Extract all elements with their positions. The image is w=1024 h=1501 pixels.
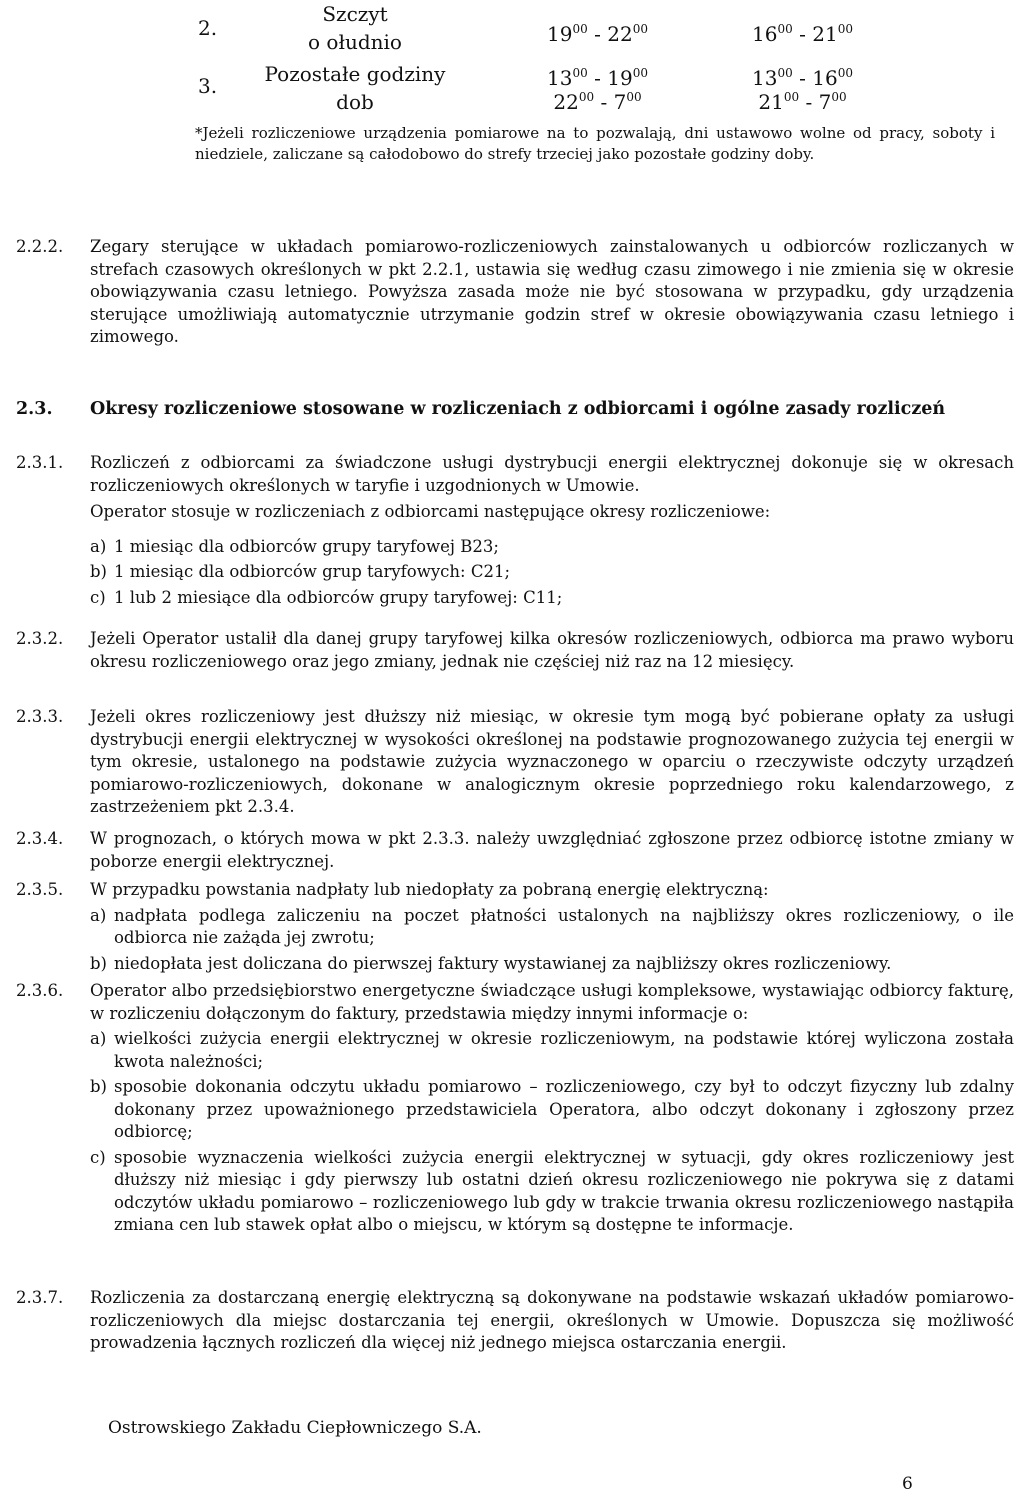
zone-hours-2b: $21^{00} - 7^{00}$: [758, 90, 847, 114]
section-text: Rozliczeń z odbiorcami za świadczone usługi dystrybucji energii elektrycznej dokonuje się w okresach rozliczeniowych określonych w taryfie i uzgodnionych w Umowie.: [90, 453, 1014, 495]
section-heading: Okresy rozliczeniowe stosowane w rozliczeniach z odbiorcami i ogólne zasady rozliczeń: [90, 399, 946, 419]
footer-company: Ostrowskiego Zakładu Ciepłowniczego S.A.: [108, 1418, 482, 1438]
section-number: 2.3.3.: [16, 707, 64, 726]
section-number: 2.3.2.: [16, 629, 64, 648]
section-number: 2.3.1.: [16, 453, 64, 472]
list-item: a) 1 miesiąc dla odbiorców grupy taryfowej B23;: [90, 536, 499, 556]
section-text: Jeżeli Operator ustalił dla danej grupy taryfowej kilka okresów rozliczeniowych, odbiorca ma prawo wyboru okresu rozliczeniowego oraz jego zmiany, jednak nie częściej niż raz na 12 miesięcy.: [90, 629, 1014, 671]
section-number: 2.3.7.: [16, 1288, 64, 1307]
list-item: a) nadpłata podlega zaliczeniu na poczet płatności ustalonych na najbliższy okres rozliczeniowy, o ile odbiorca nie zażąda jej zwrotu;: [90, 905, 1014, 947]
zone-hours-1b: $22^{00} - 7^{00}$: [553, 90, 642, 114]
section-text: Jeżeli okres rozliczeniowy jest dłuższy niż miesiąc, w okresie tym mogą być pobierane opłaty za usługi dystrybucji energii elektrycznej w wysokości określonej na podstawie prognozowanego zużycia tej energii w tym okresie, ustalonego na podstawie zużycia wyznaczonego w oparciu o rzeczywiste odczyty urządzeń pomiarowo-rozliczeniowych, dokonane w analogicznym okresie poprzedniego roku kalendarzowego, z zastrzeżeniem pkt 2.3.4.: [90, 707, 1014, 816]
zone-label: Szczyt: [322, 2, 388, 26]
page-number: 6: [902, 1474, 913, 1494]
zone-hours-1: $13^{00} - 19^{00}$: [547, 66, 648, 90]
section-number: 2.3.: [16, 399, 53, 419]
zone-number: 2.: [198, 16, 218, 40]
zone-hours-2: $16^{00} - 21^{00}$: [752, 22, 853, 46]
zone-footnote: *Jeżeli rozliczeniowe urządzenia pomiarowe na to pozwalają, dni ustawowo wolne od pracy, soboty i niedziele, zaliczane są całodobowo do strefy trzeciej jako pozostałe godziny doby.: [195, 124, 995, 163]
list-item: b) sposobie dokonania odczytu układu pomiarowo – rozliczeniowego, czy był to odczyt fizyczny lub zdalny dokonany przez upoważnionego przedstawiciela Operatora, albo odczyt dokonany i zgłoszony przez odbiorcę;: [90, 1077, 1014, 1141]
section-text: W przypadku powstania nadpłaty lub niedopłaty za pobraną energię elektryczną:: [90, 880, 769, 899]
section-number: 2.3.5.: [16, 880, 64, 899]
list-item: b) niedopłata jest doliczana do pierwszej faktury wystawianej za najbliższy okres rozliczeniowy.: [90, 953, 892, 973]
zone-label: o ołudnio: [308, 30, 402, 54]
zone-row-3: [0, 62, 1024, 122]
zone-row-2: [0, 2, 1024, 62]
section-number: 2.2.2.: [16, 237, 64, 256]
section-text: Zegary sterujące w układach pomiarowo-rozliczeniowych zainstalowanych u odbiorców rozliczanych w strefach czasowych określonych w pkt 2.2.1, ustawia się według czasu zimowego i nie zmienia się w okresie obowiązywania czasu letniego. Powyższa zasada może nie być stosowana w przypadku, gdy urządzenia sterujące umożliwiają automatycznie utrzymanie godzin stref w okresie obowiązywania czasu letniego i zimowego.: [90, 237, 1014, 346]
section-number: 2.3.6.: [16, 981, 64, 1000]
section-text: Operator stosuje w rozliczeniach z odbiorcami następujące okresy rozliczeniowe:: [90, 502, 771, 521]
section-number: 2.3.4.: [16, 829, 64, 848]
zone-hours-1: $19^{00} - 22^{00}$: [547, 22, 648, 46]
zone-label: Pozostałe godziny: [264, 62, 446, 86]
section-text: Rozliczenia za dostarczaną energię elektryczną są dokonywane na podstawie wskazań układów pomiarowo-rozliczeniowych dla miejsc dostarczania tej energii, określonych w Umowie. Dopuszcza się możliwość prowadzenia łącznych rozliczeń dla więcej niż jednego miejsca ostarczania energii.: [90, 1288, 1014, 1352]
list-item: c) sposobie wyznaczenia wielkości zużycia energii elektrycznej w sytuacji, gdy okres rozliczeniowy jest dłuższy niż miesiąc i gdy pierwszy lub ostatni dzień okresu rozliczeniowego nie pokrywa się z datami odczytów układu pomiarowo – rozliczeniowego lub gdy w trakcie trwania okresu rozliczeniowego nastąpiła zmiana cen lub stawek opłat albo o miejscu, w którym są dostępne te informacje.: [90, 1147, 1014, 1234]
zone-label: dob: [336, 90, 374, 114]
list-item: a) wielkości zużycia energii elektrycznej w okresie rozliczeniowym, na podstawie której wyliczona została kwota należności;: [90, 1029, 1014, 1071]
section-text: Operator albo przedsiębiorstwo energetyczne świadczące usługi kompleksowe, wystawiając odbiorcy fakturę, w rozliczeniu dołączonym do faktury, przedstawia między innymi informacje o:: [90, 981, 1014, 1023]
zone-number: 3.: [198, 74, 218, 98]
list-item: c) 1 lub 2 miesiące dla odbiorców grupy taryfowej: C11;: [90, 587, 563, 607]
section-text: W prognozach, o których mowa w pkt 2.3.3. należy uwzględniać zgłoszone przez odbiorcę istotne zmiany w poborze energii elektrycznej.: [90, 829, 1014, 871]
list-item: b) 1 miesiąc dla odbiorców grup taryfowych: C21;: [90, 562, 511, 581]
zone-hours-2: $13^{00} - 16^{00}$: [752, 66, 853, 90]
